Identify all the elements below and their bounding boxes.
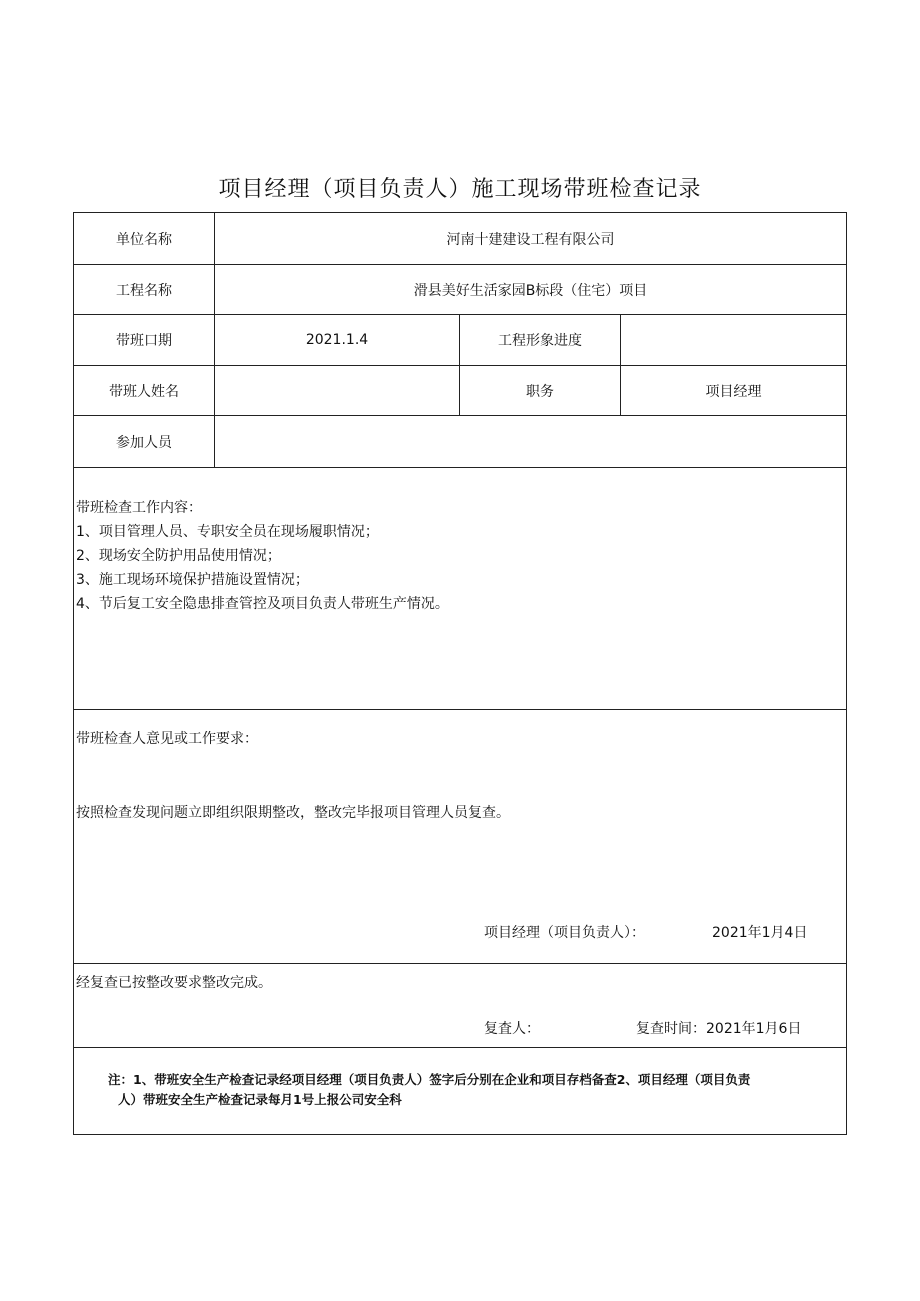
- date-value[interactable]: 2021.1.4: [215, 315, 460, 366]
- content-item: 4、节后复工安全隐患排查管控及项目负责人带班生产情况。: [76, 596, 449, 612]
- content-item: 2、现场安全防护用品使用情况；: [76, 548, 281, 564]
- project-value[interactable]: 滑县美好生活家园B标段（住宅）项目: [215, 265, 847, 315]
- unit-label: 单位名称: [74, 213, 215, 265]
- opinion-row: [74, 710, 847, 964]
- content-heading: 带班检查工作内容：: [76, 500, 202, 516]
- position-value[interactable]: 项目经理: [621, 366, 847, 416]
- content-item: 1、项目管理人员、专职安全员在现场履职情况；: [76, 524, 379, 540]
- note-line-2: 人）带班安全生产检查记录每月1号上报公司安全科: [118, 1092, 402, 1107]
- signer-label: 项目经理（项目负责人）：: [484, 925, 645, 941]
- content-row: [74, 468, 847, 710]
- inspection-record-table: [73, 212, 847, 1135]
- participants-label: 参加人员: [74, 416, 215, 468]
- unit-value[interactable]: 河南十建建设工程有限公司: [215, 213, 847, 265]
- reviewer-label: 复査人：: [484, 1021, 540, 1037]
- opinion-cell[interactable]: [74, 710, 847, 964]
- page-title: 项目经理（项目负责人）施工现场带班检查记录: [218, 177, 702, 202]
- review-text: 经复查已按整改要求整改完成。: [76, 975, 272, 991]
- review-cell[interactable]: [74, 964, 847, 1048]
- progress-value[interactable]: [621, 315, 847, 366]
- content-cell[interactable]: [74, 468, 847, 710]
- date-label: 带班口期: [74, 315, 215, 366]
- participants-row: [74, 416, 847, 468]
- leader-value[interactable]: [215, 366, 460, 416]
- leader-row: [74, 366, 847, 416]
- unit-row: [74, 213, 847, 265]
- opinion-text: 按照检查发现问题立即组织限期整改，整改完毕报项目管理人员复查。: [76, 805, 510, 821]
- content-item: 3、施工现场环境保护措施设置情况；: [76, 572, 309, 588]
- project-row: [74, 265, 847, 315]
- sign-date: 2021年1月4日: [712, 925, 808, 941]
- date-row: [74, 315, 847, 366]
- opinion-heading: 带班检查人意见或工作要求：: [76, 731, 258, 747]
- note-line-1: 注：1、带班安全生产检查记录经项目经理（项目负责人）签字后分别在企业和项目存档备查2、项目经理（项目负责: [108, 1072, 751, 1087]
- review-row: [74, 964, 847, 1048]
- review-time: 复查时间：2021年1月6日: [636, 1021, 802, 1037]
- note-cell: [74, 1048, 847, 1135]
- note-row: [74, 1048, 847, 1135]
- participants-value[interactable]: [215, 416, 847, 468]
- progress-label: 工程形象进度: [460, 315, 621, 366]
- project-label: 工程名称: [74, 265, 215, 315]
- position-label: 职务: [460, 366, 621, 416]
- leader-label: 带班人姓名: [74, 366, 215, 416]
